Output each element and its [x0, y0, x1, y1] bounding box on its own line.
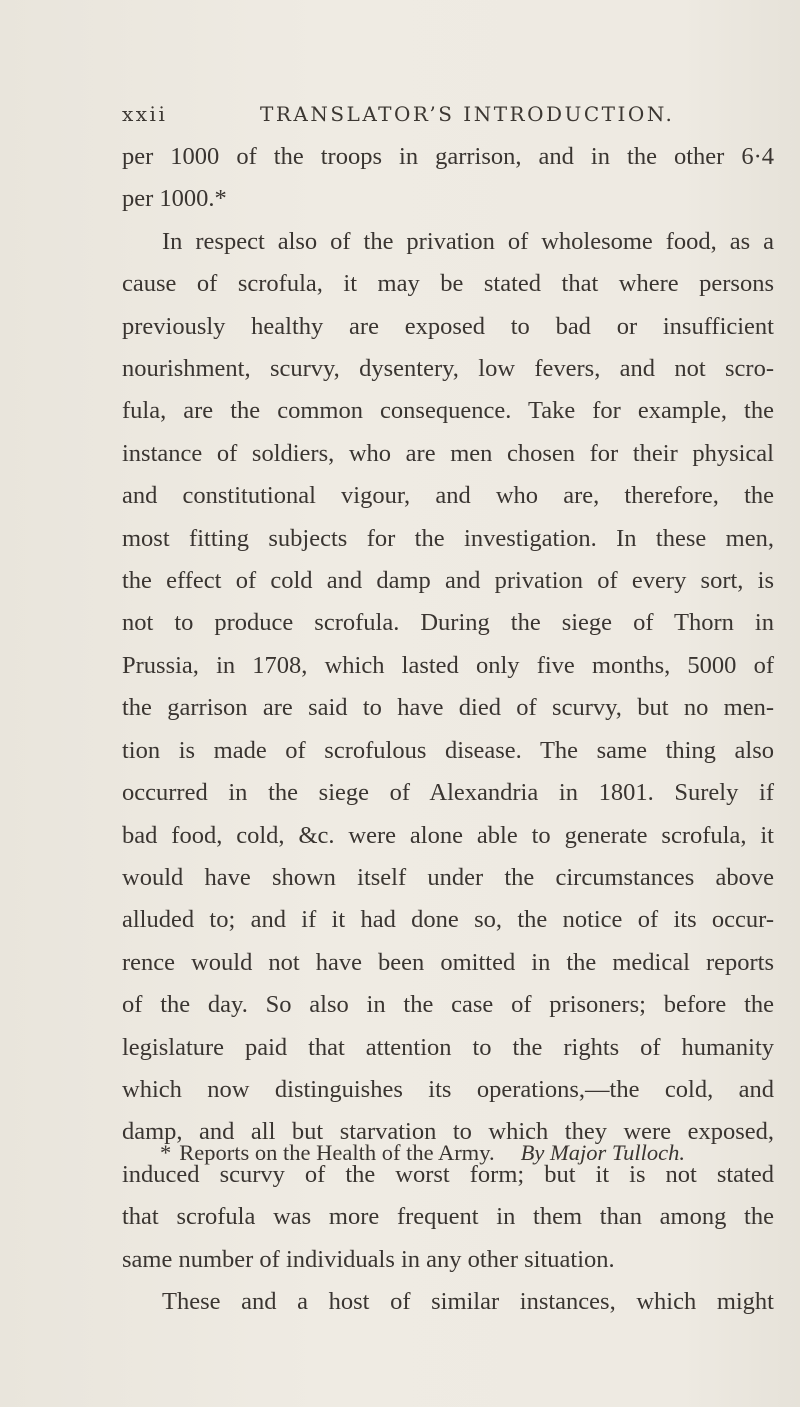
running-head [122, 102, 762, 138]
text-line: of the day. So also in the case of prisoners; before the [122, 991, 774, 1019]
text-line: rence would not have been omitted in the medical reports [122, 948, 774, 976]
text-line: damp, and all but starvation to which they were exposed, [122, 1118, 774, 1146]
text-line: per 1000.* [122, 185, 227, 213]
text-line: legislature paid that attention to the rights of humanity [122, 1033, 774, 1061]
text-line: tion is made of scrofulous disease. The same thing also [122, 736, 774, 764]
text-line: that scrofula was more frequent in them than among the [122, 1203, 774, 1231]
text-line: Prussia, in 1708, which lasted only five months, 5000 of [122, 651, 774, 679]
text-line: fula, are the common consequence. Take for example, the [122, 397, 774, 425]
text-line: per 1000 of the troops in garrison, and in the other 6·4 [122, 143, 774, 170]
text-line: In respect also of the privation of wholesome food, as a [162, 227, 774, 255]
text-line: instance of soldiers, who are men chosen for their physical [122, 439, 774, 467]
text-line: the effect of cold and damp and privation of every sort, is [122, 567, 774, 595]
text-line: nourishment, scurvy, dysentery, low fevers, and not scro- [122, 355, 774, 383]
text-line: cause of scrofula, it may be stated that where persons [122, 270, 774, 298]
text-line: bad food, cold, &c. were alone able to generate scrofula, it [122, 821, 774, 849]
text-line: most fitting subjects for the investigation. In these men, [122, 524, 774, 552]
text-line: which now distinguishes its operations,—the cold, and [122, 1075, 774, 1103]
text-line: previously healthy are exposed to bad or insufficient [122, 312, 774, 340]
footnote [160, 1140, 685, 1166]
text-line: occurred in the siege of Alexandria in 1801. Surely if [122, 779, 774, 807]
text-line: These and a host of similar instances, which might [162, 1287, 774, 1315]
footnote-author: By Major Tulloch. [520, 1140, 685, 1165]
text-line: the garrison are said to have died of scurvy, but no men- [122, 694, 774, 722]
page-number: xxii [122, 102, 168, 126]
text-line: induced scurvy of the worst form; but it is not stated [122, 1160, 774, 1188]
footnote-text: Reports on the Health of the Army. [179, 1140, 495, 1165]
running-head-title: TRANSLATOR’S INTRODUCTION. [260, 102, 675, 126]
text-line: not to produce scrofula. During the siege of Thorn in [122, 609, 774, 637]
text-line: would have shown itself under the circumstances above [122, 863, 774, 891]
text-line: same number of individuals in any other situation. [122, 1245, 615, 1273]
text-line: alluded to; and if it had done so, the notice of its occur- [122, 906, 774, 934]
text-line: and constitutional vigour, and who are, therefore, the [122, 482, 774, 510]
footnote-mark: * [160, 1140, 172, 1165]
